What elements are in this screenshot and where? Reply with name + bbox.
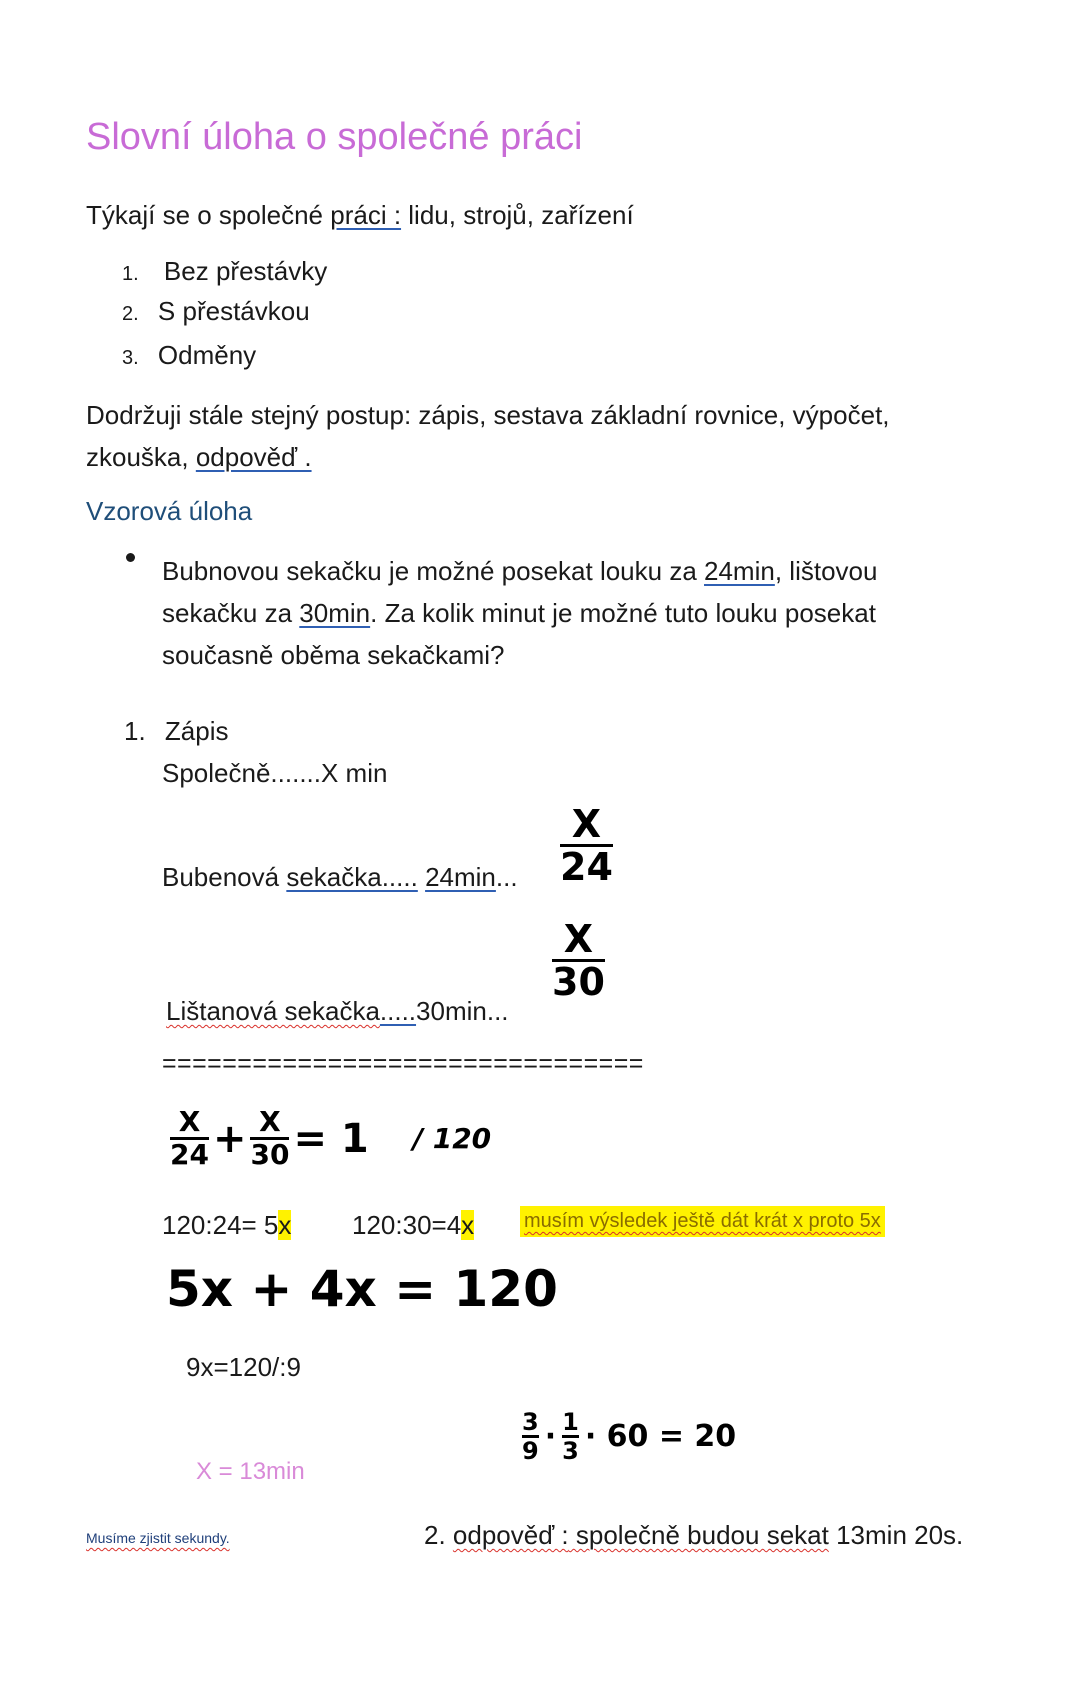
drum-underlined: sekačka..... bbox=[286, 862, 418, 892]
answer-label: odpověď : bbox=[452, 1520, 569, 1550]
plus-sign: + bbox=[212, 1115, 247, 1162]
problem-text: Bubnovou sekačku je možné posekat louku za bbox=[162, 556, 705, 586]
fraction bbox=[170, 1105, 209, 1171]
calc-note-text: musím výsledek ještě dát krát x proto 5x bbox=[524, 1210, 881, 1232]
type-label: Odměny bbox=[157, 340, 257, 370]
drum-value: 24min bbox=[425, 862, 496, 892]
drum-text: ... bbox=[495, 862, 518, 892]
calc-b bbox=[352, 1210, 474, 1241]
problem-text: . Za kolik minut je možné tuto louku posekat bbox=[370, 598, 876, 628]
fraction-denominator: 24 bbox=[170, 1138, 209, 1171]
bar-text: 30min... bbox=[416, 996, 509, 1026]
fraction-numerator: 3 bbox=[522, 1408, 539, 1436]
list-number: 3. bbox=[122, 347, 139, 369]
fraction-denominator: 30 bbox=[250, 1138, 290, 1171]
fraction-numerator: X bbox=[178, 1105, 201, 1138]
drum-text bbox=[418, 862, 425, 892]
bar-underlined: ..... bbox=[379, 996, 417, 1026]
calc-highlight: x bbox=[278, 1210, 292, 1240]
seconds-result: · 60 = 20 bbox=[584, 1419, 737, 1454]
problem-line-3: současně oběma sekačkami? bbox=[162, 640, 505, 670]
fraction-numerator: X bbox=[571, 802, 602, 846]
calc-text: 120:30=4 bbox=[352, 1210, 462, 1240]
fraction-numerator: X bbox=[259, 1105, 281, 1138]
fraction-numerator: 1 bbox=[562, 1408, 579, 1436]
fraction-denominator: 30 bbox=[552, 960, 605, 1004]
drum-fraction bbox=[560, 802, 613, 889]
equation-divide: 9x=120/:9 bbox=[186, 1352, 301, 1382]
intro-lead: Týkají se o společné bbox=[86, 200, 331, 230]
fraction-numerator: X bbox=[563, 917, 594, 961]
procedure-line-2 bbox=[86, 442, 312, 473]
type-item-3 bbox=[122, 340, 256, 371]
answer-text: společně budou sekat bbox=[568, 1520, 829, 1550]
fraction bbox=[522, 1410, 539, 1463]
fraction bbox=[250, 1105, 290, 1171]
intro-line bbox=[86, 200, 634, 231]
list-number: 1. bbox=[124, 716, 146, 746]
intro-rest: lidu, strojů, zařízení bbox=[401, 200, 634, 230]
intro-underlined: práci : bbox=[330, 200, 402, 230]
calc-note bbox=[520, 1206, 885, 1237]
bar-fraction bbox=[552, 917, 605, 1004]
multiply-note: / 120 bbox=[412, 1122, 492, 1155]
answer-number: 2. bbox=[424, 1520, 453, 1550]
type-label: S přestávkou bbox=[157, 296, 310, 326]
calc-highlight: x bbox=[461, 1210, 475, 1240]
answer-line bbox=[424, 1520, 963, 1551]
sample-heading: Vzorová úloha bbox=[86, 496, 253, 526]
problem-value: 24min bbox=[704, 556, 775, 586]
step1-label: Zápis bbox=[164, 716, 229, 746]
procedure-underlined: odpověď . bbox=[195, 442, 312, 472]
together-line: Společně.......X min bbox=[162, 758, 388, 788]
seconds-calc bbox=[522, 1410, 736, 1463]
equation-sum: 5x + 4x = 120 bbox=[166, 1260, 558, 1318]
fraction bbox=[562, 1410, 579, 1463]
list-number: 2. bbox=[122, 303, 139, 325]
fraction-denominator: 3 bbox=[562, 1437, 579, 1465]
equation-fractions bbox=[170, 1105, 492, 1171]
problem-line-2 bbox=[162, 598, 876, 629]
separator-line: ================================ bbox=[162, 1048, 644, 1078]
fraction-denominator: 24 bbox=[560, 845, 613, 889]
calc-a bbox=[162, 1210, 291, 1241]
step1-heading bbox=[124, 716, 229, 747]
problem-line-1 bbox=[162, 556, 877, 587]
drum-text: Bubenová bbox=[162, 862, 287, 892]
problem-text: , lištovou bbox=[774, 556, 878, 586]
result-line: X = 13min bbox=[196, 1458, 305, 1485]
drum-mower-line bbox=[162, 862, 518, 893]
fraction-denominator: 9 bbox=[522, 1437, 539, 1465]
type-label: Bez přestávky bbox=[163, 256, 328, 286]
bar-text: Lištanová sekačka bbox=[166, 996, 380, 1026]
multiply-sign: · bbox=[544, 1419, 557, 1454]
bullet-icon bbox=[126, 553, 135, 562]
procedure-line-1: Dodržuji stále stejný postup: zápis, sestava základní rovnice, výpočet, bbox=[86, 400, 890, 430]
list-number: 1. bbox=[122, 263, 139, 285]
problem-value: 30min bbox=[299, 598, 371, 628]
answer-value: 13min 20s. bbox=[828, 1520, 964, 1550]
type-item-2 bbox=[122, 296, 310, 327]
footer-note-text: Musíme zjistit sekundy. bbox=[86, 1530, 230, 1546]
footer-note bbox=[86, 1530, 230, 1546]
page-title: Slovní úloha o společné práci bbox=[86, 116, 583, 158]
problem-text: sekačku za bbox=[162, 598, 300, 628]
calc-text: 120:24= 5 bbox=[162, 1210, 279, 1240]
equals-one: = 1 bbox=[293, 1115, 369, 1162]
procedure-lead: zkouška, bbox=[86, 442, 196, 472]
type-item-1 bbox=[122, 256, 327, 287]
bar-mower-line bbox=[166, 996, 509, 1027]
